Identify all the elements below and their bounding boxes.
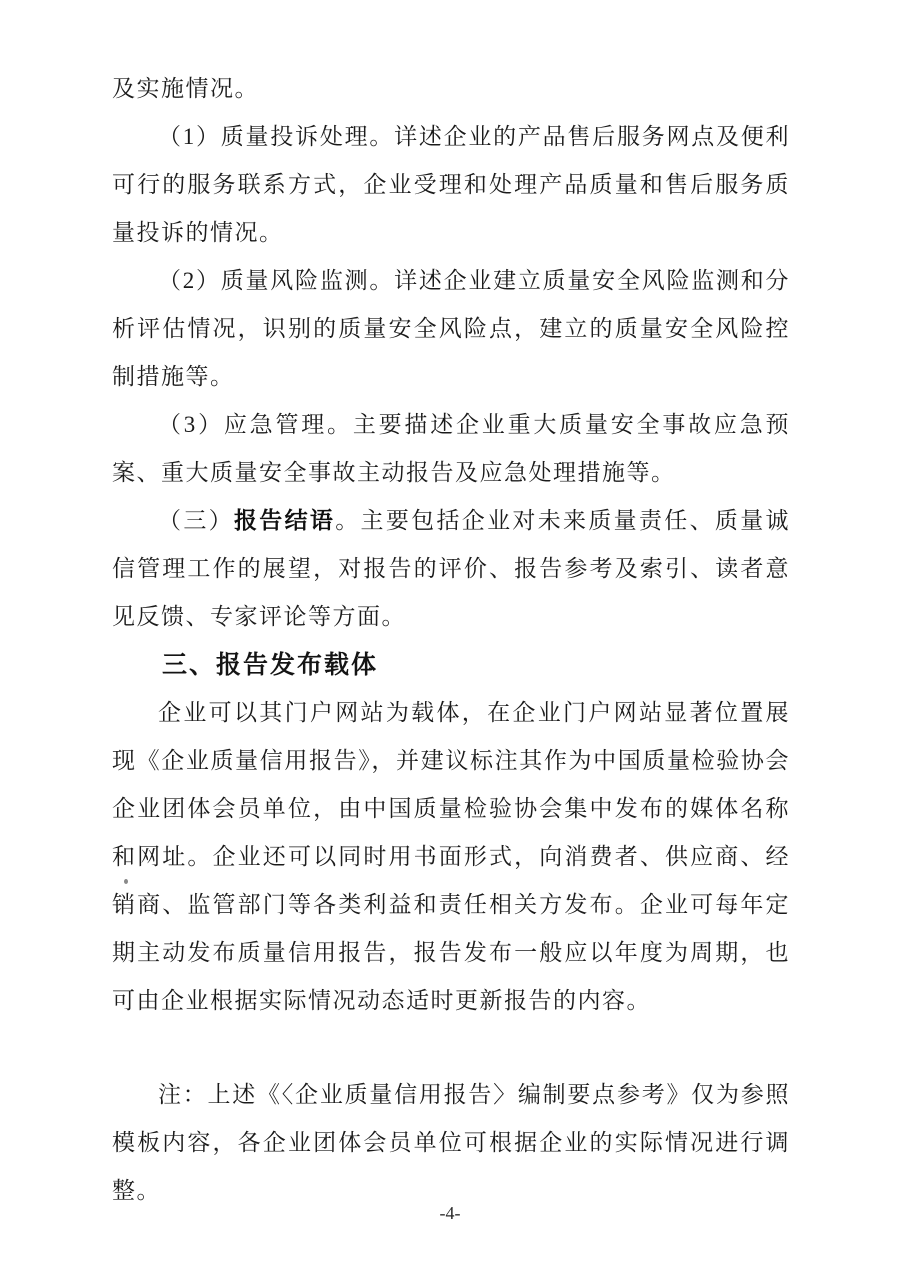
- page-number: -4-: [439, 1203, 461, 1223]
- paragraph-publishing-carrier-body: 企业可以其门户网站为载体，在企业门户网站显著位置展现《企业质量信用报告》，并建议标注其作为中国质量检验协会企业团体会员单位，由中国质量检验协会集中发布的媒体名称和网址。企业还可以同时用书面形式，向消费者、供应商、经销商、监管部门等各类利益和责任相关方发布。企业可每年定期主动发布质量信用报告，报告发布一般应以年度为周期，也可由企业根据实际情况动态适时更新报告的内容。: [112, 700, 790, 1013]
- scan-speck-artifact: [124, 879, 128, 884]
- paragraph-item-1: （1）质量投诉处理。详述企业的产品售后服务网点及便利可行的服务联系方式，企业受理和处理产品质量和售后服务质量投诉的情况。: [112, 124, 790, 245]
- paragraph-continuation: 及实施情况。: [112, 76, 259, 101]
- conclusion-body-text: 。主要包括企业对未来质量责任、质量诚信管理工作的展望，对报告的评价、报告参考及索引、读者意见反馈、专家评论等方面。: [112, 508, 790, 629]
- section-heading-report-publishing-carrier: 三、报告发布载体: [162, 651, 379, 679]
- paragraph-note: 注：上述《〈企业质量信用报告〉编制要点参考》仅为参照模板内容，各企业团体会员单位可根据企业的实际情况进行调整。: [112, 1082, 790, 1203]
- conclusion-bold-title: 报告结语: [233, 508, 336, 533]
- paragraph-report-conclusion: [112, 497, 790, 641]
- conclusion-prefix: （三）: [158, 508, 234, 533]
- paragraph-item-3: （3）应急管理。主要描述企业重大质量安全事故应急预案、重大质量安全事故主动报告及应急处理措施等。: [112, 412, 790, 485]
- paragraph-item-2: （2）质量风险监测。详述企业建立质量安全风险监测和分析评估情况，识别的质量安全风险点，建立的质量安全风险控制措施等。: [112, 268, 790, 389]
